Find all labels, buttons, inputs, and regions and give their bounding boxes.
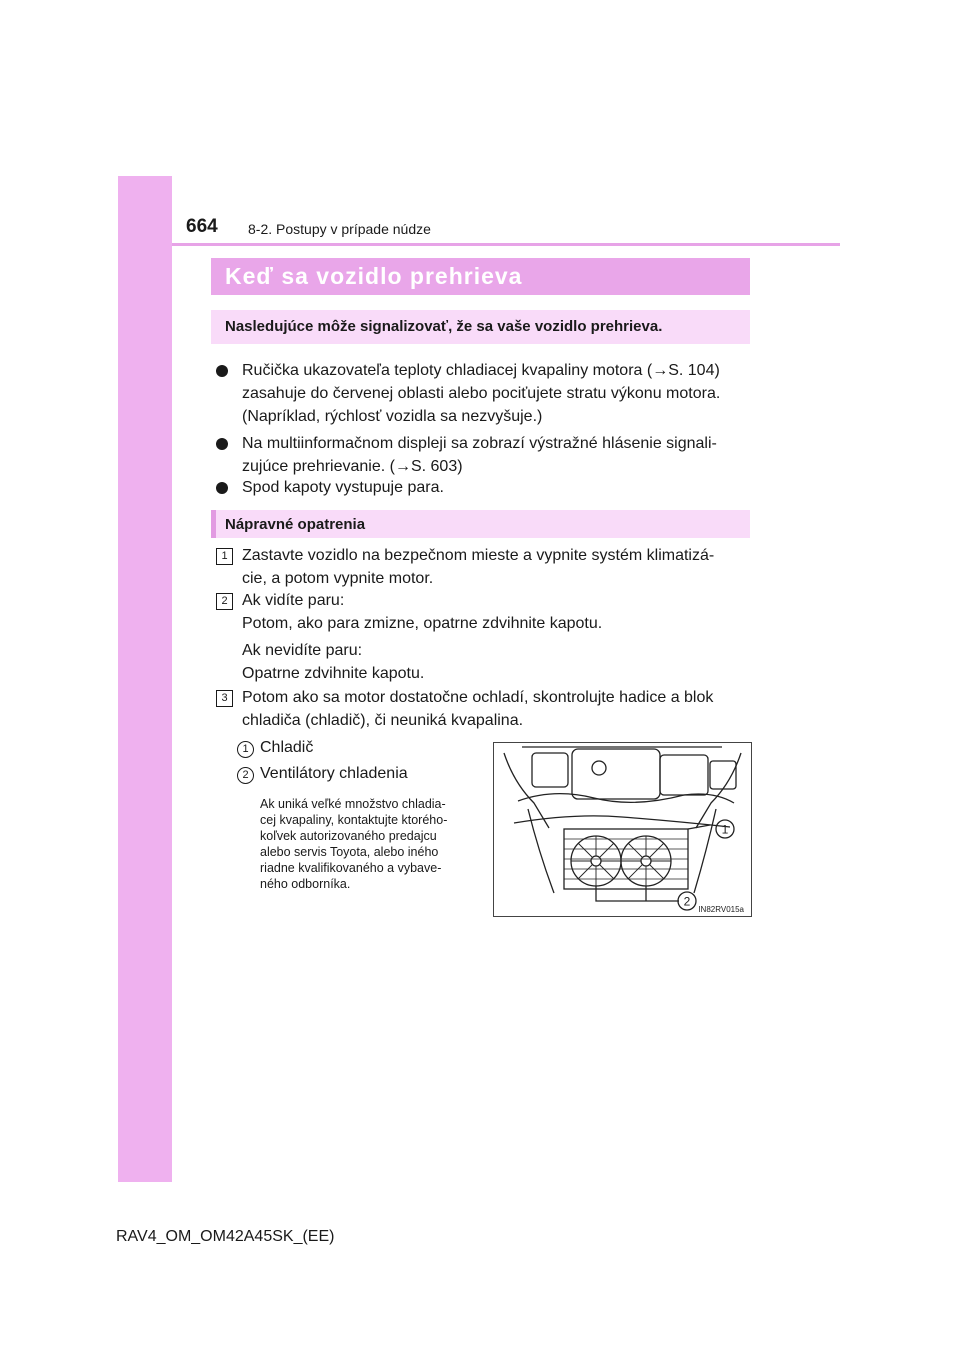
- bullet-line: zujúce prehrievanie. (→S. 603): [242, 458, 463, 475]
- step-text: [242, 589, 750, 635]
- step-number-box: 1: [216, 548, 233, 565]
- section-title: Keď sa vozidlo prehrieva: [225, 263, 523, 289]
- bullet-line: Ručička ukazovateľa teploty chladiacej kvapaliny motora (→S. 104): [242, 362, 720, 379]
- bullet-item: [216, 476, 750, 499]
- figure-callout-2: 2: [683, 894, 691, 909]
- legend-number-circle: 1: [237, 741, 254, 758]
- bullet-line: Spod kapoty vystupuje para.: [242, 479, 444, 496]
- step-line: Opatrne zdvihnite kapotu.: [242, 665, 425, 682]
- chapter-title: 8-2. Postupy v prípade núdze: [248, 221, 431, 237]
- bullet-line: Na multiinformačnom displeji sa zobrazí výstražné hlásenie signali-: [242, 435, 717, 452]
- step-line: Ak nevidíte paru:: [242, 642, 363, 659]
- note-line: cej kvapaliny, kontaktujte ktorého-: [260, 813, 448, 827]
- figure-code: IN82RV015a: [698, 905, 744, 914]
- step-line: chladiča (chladič), či neuniká kvapalina.: [242, 712, 524, 729]
- step-line: Potom ako sa motor dostatočne ochladí, skontrolujte hadice a blok: [242, 689, 714, 706]
- bullet-dot-icon: [216, 482, 228, 494]
- legend-label: Ventilátory chladenia: [260, 765, 408, 782]
- engine-bay-drawing: [494, 743, 751, 916]
- note-line: riadne kvalifikovaného a vybave-: [260, 861, 442, 875]
- note-line: ného odborníka.: [260, 877, 351, 891]
- footer-document-code: RAV4_OM_OM42A45SK_(EE): [116, 1228, 335, 1245]
- bullet-line: (Napríklad, rýchlosť vozidla sa nezvyšuje.): [242, 408, 543, 425]
- bullet-dot-icon: [216, 438, 228, 450]
- intro-bar: [211, 310, 750, 344]
- subsection-title: Nápravné opatrenia: [225, 516, 366, 533]
- note-line: Ak uniká veľké množstvo chladia-: [260, 797, 446, 811]
- bullet-item: [216, 432, 750, 478]
- step-number-box: 3: [216, 690, 233, 707]
- header-rule: [172, 243, 840, 246]
- step-text: [242, 686, 750, 732]
- note-line: koľvek autorizovaného predajcu: [260, 829, 437, 843]
- engine-bay-illustration: [493, 742, 752, 917]
- bullet-line: zasahuje do červenej oblasti alebo pociťujete stratu výkonu motora.: [242, 385, 721, 402]
- note-line: alebo servis Toyota, alebo iného: [260, 845, 439, 859]
- step-number-box: 2: [216, 593, 233, 610]
- step-text: [242, 639, 750, 685]
- step-line: Potom, ako para zmizne, opatrne zdvihnite kapotu.: [242, 615, 603, 632]
- step-line: Zastavte vozidlo na bezpečnom mieste a vypnite systém klimatizá-: [242, 547, 715, 564]
- intro-text: Nasledujúce môže signalizovať, že sa vaše vozidlo prehrieva.: [225, 318, 663, 335]
- side-tab-band: [118, 176, 172, 1182]
- legend-number-circle: 2: [237, 767, 254, 784]
- figure-callout-1: 1: [721, 822, 729, 837]
- warning-note: [260, 796, 488, 892]
- step-line: Ak vidíte paru:: [242, 592, 345, 609]
- step-line: cie, a potom vypnite motor.: [242, 570, 434, 587]
- section-title-bar: [211, 258, 750, 295]
- bullet-item: [216, 359, 750, 428]
- page-number: 664: [186, 216, 218, 237]
- bullet-dot-icon: [216, 365, 228, 377]
- subsection-bar: [211, 510, 750, 538]
- legend-label: Chladič: [260, 739, 314, 756]
- step-text: [242, 544, 750, 590]
